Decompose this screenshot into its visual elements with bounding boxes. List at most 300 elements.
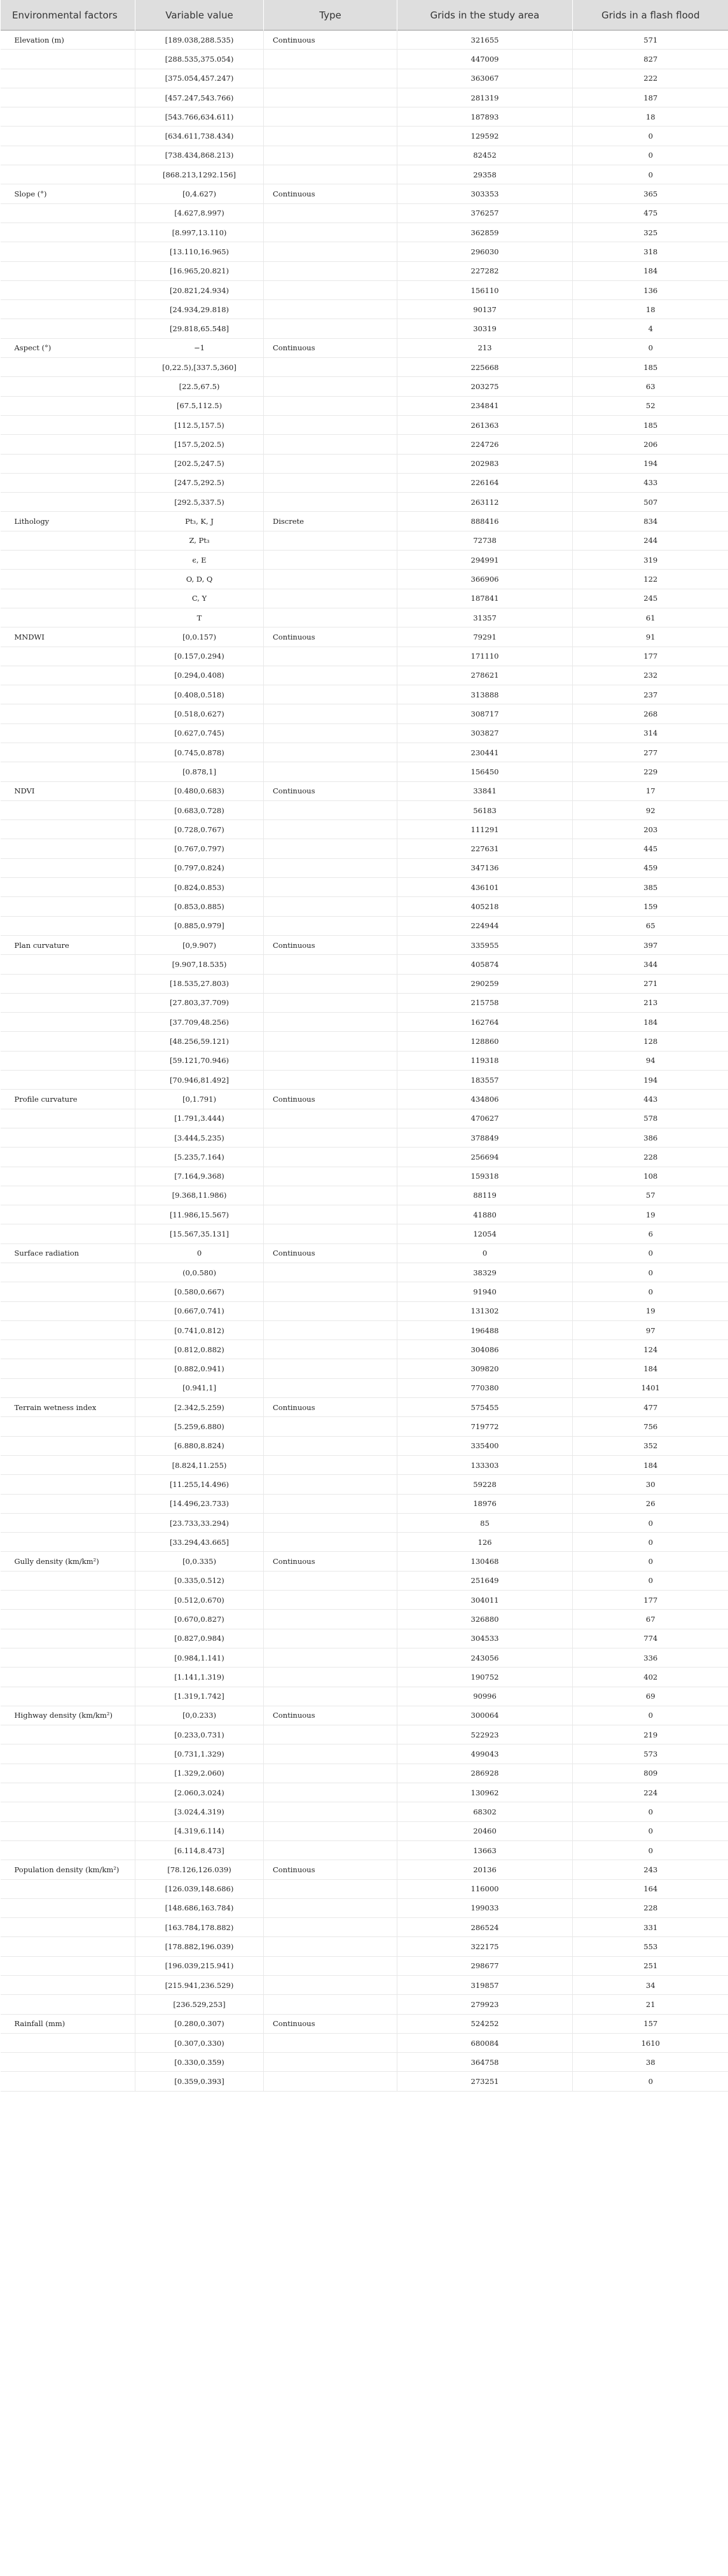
grids-flash-flood-cell: 219: [573, 1725, 728, 1744]
type-cell: [264, 2072, 397, 2091]
factor-cell: [1, 454, 135, 473]
grids-flash-flood-cell: 571: [573, 31, 728, 50]
grids-flash-flood-cell: 827: [573, 50, 728, 69]
table-row: [1, 146, 728, 165]
grids-flash-flood-cell: 0: [573, 146, 728, 165]
grids-study-area-cell: 434806: [397, 1090, 573, 1109]
factor-cell: [1, 300, 135, 319]
table-row: [1, 493, 728, 512]
variable-value-cell: [0.767,0.797): [135, 839, 264, 858]
grids-study-area-cell: 171110: [397, 647, 573, 666]
grids-study-area-cell: 159318: [397, 1167, 573, 1186]
variable-value-cell: [0.728,0.767): [135, 820, 264, 839]
grids-study-area-cell: 119318: [397, 1051, 573, 1070]
grids-study-area-cell: 313888: [397, 685, 573, 704]
type-cell: [264, 878, 397, 897]
type-cell: [264, 723, 397, 743]
grids-study-area-cell: 126: [397, 1533, 573, 1552]
type-cell: [264, 1629, 397, 1648]
type-cell: [264, 2053, 397, 2072]
grids-study-area-cell: 213: [397, 338, 573, 357]
grids-study-area-cell: 575455: [397, 1398, 573, 1417]
grids-study-area-cell: 20136: [397, 1860, 573, 1879]
table-row: [1, 1956, 728, 1975]
header-environmental-factors: Environmental factors: [1, 0, 135, 31]
variable-value-cell: [0.335,0.512): [135, 1571, 264, 1590]
grids-study-area-cell: 79291: [397, 627, 573, 647]
grids-flash-flood-cell: 0: [573, 1840, 728, 1860]
table-row: [1, 685, 728, 704]
grids-flash-flood-cell: 228: [573, 1898, 728, 1917]
type-cell: [264, 1301, 397, 1320]
table-row: [1, 723, 728, 743]
factor-cell: Rainfall (mm): [1, 2014, 135, 2033]
factor-cell: [1, 493, 135, 512]
variable-value-cell: [0,0.233): [135, 1706, 264, 1725]
factor-cell: [1, 358, 135, 377]
table-row: [1, 1167, 728, 1186]
table-row: [1, 858, 728, 877]
variable-value-cell: [29.818,65.548]: [135, 319, 264, 338]
type-cell: [264, 1783, 397, 1802]
variable-value-cell: [0.984,1.141): [135, 1648, 264, 1667]
type-cell: [264, 50, 397, 69]
grids-study-area-cell: 405218: [397, 897, 573, 916]
variable-value-cell: [148.686,163.784): [135, 1898, 264, 1917]
grids-flash-flood-cell: 69: [573, 1687, 728, 1706]
grids-flash-flood-cell: 237: [573, 685, 728, 704]
grids-flash-flood-cell: 277: [573, 743, 728, 762]
grids-study-area-cell: 130962: [397, 1783, 573, 1802]
type-cell: Continuous: [264, 1552, 397, 1571]
grids-study-area-cell: 278621: [397, 666, 573, 685]
grids-study-area-cell: 90996: [397, 1687, 573, 1706]
type-cell: [264, 1128, 397, 1147]
factor-cell: [1, 1320, 135, 1339]
grids-study-area-cell: 187841: [397, 589, 573, 608]
grids-flash-flood-cell: 91: [573, 627, 728, 647]
variable-value-cell: [59.121,70.946): [135, 1051, 264, 1070]
table-row: [1, 107, 728, 127]
type-cell: [264, 1668, 397, 1687]
table-row: [1, 1840, 728, 1860]
variable-value-cell: [5.235,7.164): [135, 1148, 264, 1167]
factor-cell: [1, 762, 135, 781]
table-row: [1, 1975, 728, 1994]
grids-flash-flood-cell: 0: [573, 1821, 728, 1840]
table-row: [1, 50, 728, 69]
variable-value-cell: [0.797,0.824): [135, 858, 264, 877]
grids-flash-flood-cell: 184: [573, 1013, 728, 1032]
type-cell: [264, 1956, 397, 1975]
grids-flash-flood-cell: 229: [573, 762, 728, 781]
table-row: [1, 165, 728, 184]
factor-cell: [1, 1263, 135, 1282]
header-row: [1, 0, 728, 31]
grids-study-area-cell: 85: [397, 1513, 573, 1532]
grids-flash-flood-cell: 65: [573, 916, 728, 935]
factor-cell: [1, 1186, 135, 1205]
type-cell: [264, 280, 397, 299]
grids-flash-flood-cell: 0: [573, 1571, 728, 1590]
factor-cell: [1, 800, 135, 819]
grids-flash-flood-cell: 184: [573, 1359, 728, 1378]
table-row: [1, 878, 728, 897]
grids-flash-flood-cell: 271: [573, 974, 728, 993]
table-row: [1, 647, 728, 666]
type-cell: [264, 319, 397, 338]
table-row: [1, 1090, 728, 1109]
grids-flash-flood-cell: 314: [573, 723, 728, 743]
variable-value-cell: [9.907,18.535): [135, 955, 264, 974]
grids-study-area-cell: 304533: [397, 1629, 573, 1648]
type-cell: [264, 570, 397, 589]
table-row: [1, 897, 728, 916]
factor-cell: [1, 1148, 135, 1167]
factor-cell: [1, 1359, 135, 1378]
variable-value-cell: [0.745,0.878): [135, 743, 264, 762]
table-row: [1, 1224, 728, 1243]
table-row: [1, 531, 728, 550]
table-row: [1, 1725, 728, 1744]
variable-value-cell: [126.039,148.686): [135, 1879, 264, 1898]
factor-cell: [1, 165, 135, 184]
grids-study-area-cell: 129592: [397, 127, 573, 146]
grids-study-area-cell: 256694: [397, 1148, 573, 1167]
grids-flash-flood-cell: 18: [573, 300, 728, 319]
variable-value-cell: [375.054,457.247): [135, 69, 264, 88]
variable-value-cell: [0.683,0.728): [135, 800, 264, 819]
grids-flash-flood-cell: 573: [573, 1744, 728, 1764]
type-cell: Continuous: [264, 338, 397, 357]
grids-flash-flood-cell: 331: [573, 1918, 728, 1937]
grids-flash-flood-cell: 245: [573, 589, 728, 608]
factor-cell: [1, 2053, 135, 2072]
factor-cell: [1, 878, 135, 897]
grids-study-area-cell: 224726: [397, 435, 573, 454]
table-row: [1, 1706, 728, 1725]
variable-value-cell: [1.141,1.319): [135, 1668, 264, 1687]
factor-cell: [1, 1591, 135, 1610]
variable-value-cell: [27.803,37.709): [135, 993, 264, 1012]
factor-cell: [1, 839, 135, 858]
type-cell: [264, 1494, 397, 1513]
type-cell: Continuous: [264, 1706, 397, 1725]
grids-flash-flood-cell: 809: [573, 1764, 728, 1783]
grids-study-area-cell: 31357: [397, 608, 573, 627]
grids-flash-flood-cell: 1401: [573, 1378, 728, 1397]
grids-study-area-cell: 499043: [397, 1744, 573, 1764]
grids-study-area-cell: 234841: [397, 396, 573, 415]
type-cell: [264, 704, 397, 723]
type-cell: [264, 1898, 397, 1917]
variable-value-cell: [0.580,0.667): [135, 1282, 264, 1301]
variable-value-cell: −1: [135, 338, 264, 357]
grids-study-area-cell: 309820: [397, 1359, 573, 1378]
grids-flash-flood-cell: 6: [573, 1224, 728, 1243]
table-row: [1, 435, 728, 454]
grids-flash-flood-cell: 34: [573, 1975, 728, 1994]
table-row: [1, 1282, 728, 1301]
factor-cell: [1, 396, 135, 415]
factor-cell: [1, 1455, 135, 1474]
grids-study-area-cell: 156450: [397, 762, 573, 781]
grids-study-area-cell: 522923: [397, 1725, 573, 1744]
table-row: [1, 319, 728, 338]
grids-flash-flood-cell: 433: [573, 473, 728, 492]
type-cell: [264, 1648, 397, 1667]
variable-value-cell: Pt₃, K, J: [135, 512, 264, 531]
type-cell: [264, 1051, 397, 1070]
type-cell: [264, 897, 397, 916]
grids-flash-flood-cell: 136: [573, 280, 728, 299]
grids-study-area-cell: 196488: [397, 1320, 573, 1339]
type-cell: [264, 1417, 397, 1436]
table-row: [1, 69, 728, 88]
factor-cell: [1, 319, 135, 338]
variable-value-cell: [0.670,0.827): [135, 1610, 264, 1629]
type-cell: [264, 1571, 397, 1590]
type-cell: [264, 551, 397, 570]
grids-flash-flood-cell: 157: [573, 2014, 728, 2033]
table-row: [1, 512, 728, 531]
grids-flash-flood-cell: 243: [573, 1860, 728, 1879]
type-cell: [264, 1359, 397, 1378]
type-cell: [264, 261, 397, 280]
grids-study-area-cell: 225668: [397, 358, 573, 377]
grids-flash-flood-cell: 0: [573, 127, 728, 146]
variable-value-cell: [22.5,67.5): [135, 377, 264, 396]
variable-value-cell: [16.965,20.821): [135, 261, 264, 280]
table-row: [1, 203, 728, 223]
factor-cell: [1, 1513, 135, 1532]
grids-flash-flood-cell: 224: [573, 1783, 728, 1802]
variable-value-cell: [3.444,5.235): [135, 1128, 264, 1147]
variable-value-cell: [33.294,43.665]: [135, 1533, 264, 1552]
type-cell: Continuous: [264, 1090, 397, 1109]
table-row: [1, 1436, 728, 1455]
grids-study-area-cell: 91940: [397, 1282, 573, 1301]
type-cell: [264, 203, 397, 223]
variable-value-cell: [20.821,24.934): [135, 280, 264, 299]
type-cell: [264, 1840, 397, 1860]
factor-cell: [1, 1840, 135, 1860]
header-variable-value: Variable value: [135, 0, 264, 31]
grids-flash-flood-cell: 443: [573, 1090, 728, 1109]
type-cell: [264, 146, 397, 165]
grids-flash-flood-cell: 19: [573, 1205, 728, 1224]
variable-value-cell: [457.247,543.766): [135, 88, 264, 107]
variable-value-cell: [236.529,253]: [135, 1995, 264, 2014]
grids-study-area-cell: 203275: [397, 377, 573, 396]
header-grids-study-area: Grids in the study area: [397, 0, 573, 31]
variable-value-cell: [1.329,2.060): [135, 1764, 264, 1783]
type-cell: [264, 1455, 397, 1474]
variable-value-cell: [9.368,11.986): [135, 1186, 264, 1205]
table-row: [1, 31, 728, 50]
factor-cell: [1, 1571, 135, 1590]
grids-flash-flood-cell: 0: [573, 338, 728, 357]
factor-cell: [1, 50, 135, 69]
grids-flash-flood-cell: 122: [573, 570, 728, 589]
type-cell: [264, 107, 397, 127]
grids-study-area-cell: 133303: [397, 1455, 573, 1474]
factor-cell: [1, 1995, 135, 2014]
variable-value-cell: [163.784,178.882): [135, 1918, 264, 1937]
variable-value-cell: [247.5,292.5): [135, 473, 264, 492]
factor-cell: [1, 415, 135, 434]
grids-study-area-cell: 162764: [397, 1013, 573, 1032]
type-cell: [264, 396, 397, 415]
factor-cell: [1, 743, 135, 762]
factor-cell: Terrain wetness index: [1, 1398, 135, 1417]
variable-value-cell: [868.213,1292.156]: [135, 165, 264, 184]
grids-flash-flood-cell: 222: [573, 69, 728, 88]
factor-cell: [1, 1687, 135, 1706]
type-cell: [264, 800, 397, 819]
grids-flash-flood-cell: 94: [573, 1051, 728, 1070]
variable-value-cell: [2.060,3.024): [135, 1783, 264, 1802]
variable-value-cell: ϵ, E: [135, 551, 264, 570]
grids-study-area-cell: 290259: [397, 974, 573, 993]
grids-study-area-cell: 286928: [397, 1764, 573, 1783]
type-cell: [264, 858, 397, 877]
grids-study-area-cell: 183557: [397, 1071, 573, 1090]
grids-flash-flood-cell: 0: [573, 2072, 728, 2091]
table-row: [1, 762, 728, 781]
type-cell: [264, 1610, 397, 1629]
type-cell: [264, 1378, 397, 1397]
grids-study-area-cell: 303353: [397, 184, 573, 203]
variable-value-cell: [196.039,215.941): [135, 1956, 264, 1975]
grids-flash-flood-cell: 0: [573, 1552, 728, 1571]
factor-cell: [1, 858, 135, 877]
grids-flash-flood-cell: 1610: [573, 2033, 728, 2052]
factor-cell: [1, 223, 135, 242]
factor-cell: [1, 1032, 135, 1051]
factor-cell: [1, 955, 135, 974]
variable-value-cell: [0.667,0.741): [135, 1301, 264, 1320]
grids-study-area-cell: 719772: [397, 1417, 573, 1436]
table-row: [1, 1802, 728, 1821]
variable-value-cell: [7.164,9.368): [135, 1167, 264, 1186]
table-row: [1, 781, 728, 800]
type-cell: [264, 493, 397, 512]
type-cell: [264, 916, 397, 935]
table-row: [1, 1320, 728, 1339]
table-row: [1, 1533, 728, 1552]
factor-cell: [1, 570, 135, 589]
type-cell: [264, 608, 397, 627]
factor-cell: [1, 1725, 135, 1744]
table-row: [1, 1475, 728, 1494]
grids-flash-flood-cell: 319: [573, 551, 728, 570]
table-body: [1, 31, 728, 2092]
type-cell: [264, 1879, 397, 1898]
type-cell: [264, 1995, 397, 2014]
factor-cell: [1, 1975, 135, 1994]
factor-cell: [1, 704, 135, 723]
table-row: [1, 993, 728, 1012]
table-row: [1, 1821, 728, 1840]
grids-study-area-cell: 300064: [397, 1706, 573, 1725]
grids-study-area-cell: 0: [397, 1243, 573, 1263]
factor-cell: [1, 1071, 135, 1090]
grids-flash-flood-cell: 18: [573, 107, 728, 127]
type-cell: Continuous: [264, 2014, 397, 2033]
type-cell: [264, 839, 397, 858]
variable-value-cell: [543.766,634.611): [135, 107, 264, 127]
grids-study-area-cell: 59228: [397, 1475, 573, 1494]
table-row: [1, 666, 728, 685]
table-row: [1, 2072, 728, 2091]
type-cell: [264, 1475, 397, 1494]
grids-study-area-cell: 281319: [397, 88, 573, 107]
variable-value-cell: [0.157,0.294): [135, 647, 264, 666]
factor-cell: [1, 1340, 135, 1359]
table-row: [1, 551, 728, 570]
factor-cell: [1, 69, 135, 88]
grids-study-area-cell: 363067: [397, 69, 573, 88]
grids-flash-flood-cell: 187: [573, 88, 728, 107]
grids-flash-flood-cell: 194: [573, 1071, 728, 1090]
grids-study-area-cell: 362859: [397, 223, 573, 242]
grids-flash-flood-cell: 164: [573, 1879, 728, 1898]
grids-study-area-cell: 72738: [397, 531, 573, 550]
type-cell: Continuous: [264, 1860, 397, 1879]
table-row: [1, 839, 728, 858]
grids-flash-flood-cell: 185: [573, 358, 728, 377]
grids-flash-flood-cell: 228: [573, 1148, 728, 1167]
grids-flash-flood-cell: 159: [573, 897, 728, 916]
grids-flash-flood-cell: 4: [573, 319, 728, 338]
factor-cell: [1, 897, 135, 916]
grids-flash-flood-cell: 834: [573, 512, 728, 531]
table-row: [1, 1301, 728, 1320]
type-cell: [264, 69, 397, 88]
factor-cell: [1, 1629, 135, 1648]
type-cell: [264, 1744, 397, 1764]
grids-flash-flood-cell: 97: [573, 1320, 728, 1339]
grids-study-area-cell: 321655: [397, 31, 573, 50]
grids-study-area-cell: 68302: [397, 1802, 573, 1821]
table-row: [1, 1687, 728, 1706]
grids-study-area-cell: 296030: [397, 242, 573, 261]
factor-cell: [1, 531, 135, 550]
factor-cell: [1, 551, 135, 570]
grids-study-area-cell: 308717: [397, 704, 573, 723]
grids-study-area-cell: 447009: [397, 50, 573, 69]
grids-study-area-cell: 279923: [397, 1995, 573, 2014]
grids-flash-flood-cell: 0: [573, 1282, 728, 1301]
grids-study-area-cell: 29358: [397, 165, 573, 184]
table-row: [1, 2033, 728, 2052]
grids-flash-flood-cell: 108: [573, 1167, 728, 1186]
factor-cell: [1, 88, 135, 107]
table-row: [1, 1051, 728, 1070]
factor-cell: [1, 203, 135, 223]
type-cell: [264, 435, 397, 454]
grids-study-area-cell: 376257: [397, 203, 573, 223]
header-type: Type: [264, 0, 397, 31]
factor-cell: [1, 1783, 135, 1802]
factor-cell: [1, 1744, 135, 1764]
type-cell: [264, 377, 397, 396]
grids-study-area-cell: 326880: [397, 1610, 573, 1629]
grids-flash-flood-cell: 385: [573, 878, 728, 897]
factor-cell: [1, 1436, 135, 1455]
factor-cell: [1, 974, 135, 993]
